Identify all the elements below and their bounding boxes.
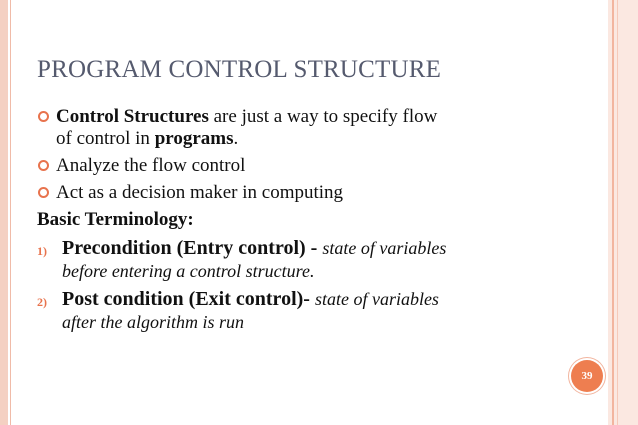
bullet-bold-text: Control Structures: [56, 106, 209, 127]
item-description: state of variables: [314, 289, 439, 309]
bullet-punctuation: .: [233, 128, 239, 149]
bullet-ring-icon: [38, 111, 49, 122]
bullet-ring-icon: [38, 187, 49, 198]
item-description-continued: before entering a control structure.: [62, 261, 315, 281]
page-number-badge: 39: [571, 360, 603, 392]
bullet-item: [37, 155, 597, 177]
bullet-text: Act as a decision maker in computing: [56, 182, 344, 203]
bullet-bold-text-2: programs: [154, 128, 234, 149]
item-description: state of variables: [322, 238, 447, 258]
item-number: 1): [37, 244, 47, 258]
bullet-text: Analyze the flow control: [56, 155, 246, 176]
bullet-item: [37, 106, 597, 150]
numbered-item: [37, 237, 597, 283]
slide-title: PROGRAM CONTROL STRUCTURE: [37, 56, 442, 83]
item-description-continued: after the algorithm is run: [62, 312, 245, 332]
right-decorative-line: [612, 0, 614, 425]
slide-content: [37, 106, 597, 339]
item-term: Post condition (Exit control)-: [62, 288, 315, 310]
section-heading: Basic Terminology:: [37, 209, 194, 230]
item-term: Precondition (Entry control) -: [62, 237, 323, 259]
left-decorative-line: [10, 0, 11, 425]
bullet-text: are just a way to specify flow: [208, 106, 438, 127]
item-number: 2): [37, 295, 47, 309]
bullet-item: [37, 182, 597, 204]
left-decorative-border: [0, 0, 8, 425]
right-decorative-line-thin: [617, 0, 618, 425]
bullet-ring-icon: [38, 160, 49, 171]
numbered-item: [37, 288, 597, 334]
bullet-text-continued: of control in: [56, 128, 155, 149]
